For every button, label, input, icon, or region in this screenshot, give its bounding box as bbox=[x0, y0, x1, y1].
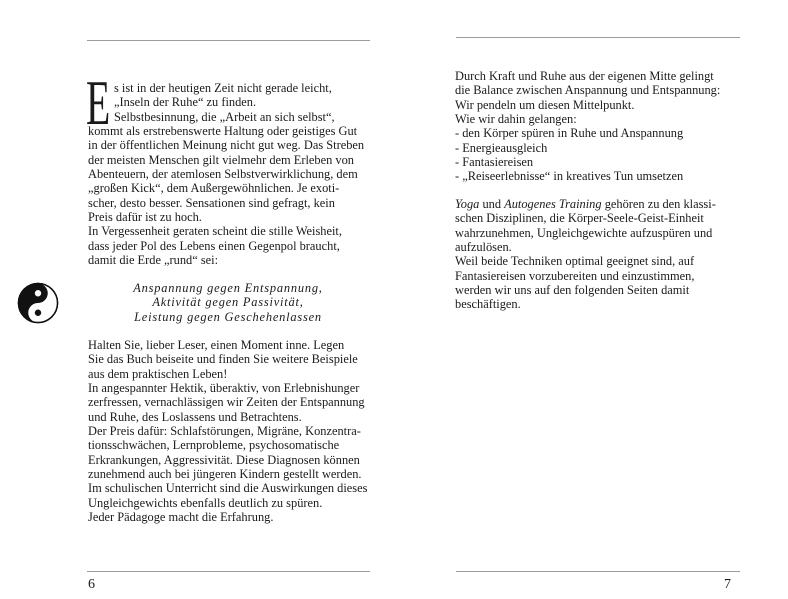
text-line: s ist in der heutigen Zeit nicht gerade leicht, bbox=[114, 81, 332, 95]
text-line: Der Preis dafür: Schlafstörungen, Migräne, Konzentra- bbox=[88, 424, 361, 439]
text-line: scher, desto besser. Sensationen sind gefragt, kein bbox=[88, 195, 335, 210]
text-line: Weil beide Techniken optimal geeignet sind, auf bbox=[455, 254, 695, 269]
quote-line: Anspannung gegen Entspannung, bbox=[133, 281, 323, 295]
text-line: zunehmend auch bei jüngeren Kindern gestellt werden. bbox=[88, 467, 362, 482]
list-item: - den Körper spüren in Ruhe und Anspannung bbox=[455, 126, 684, 141]
italic-term: Yoga bbox=[455, 197, 480, 211]
list-item: - „Reiseerlebnisse“ in kreatives Tun umsetzen bbox=[455, 169, 684, 184]
text-line: wahrzunehmen, Ungleichgewichte aufzuspüren und bbox=[455, 225, 713, 240]
page-number: 6 bbox=[88, 577, 95, 592]
list-item: - Energieausgleich bbox=[455, 140, 548, 155]
text-line: der meisten Menschen gilt vielmehr dem Erleben von bbox=[88, 152, 354, 167]
text-line: zerfressen, vernachlässigen wir Zeiten der Entspannung bbox=[88, 395, 365, 410]
right-page bbox=[394, 0, 788, 599]
text-line: werden wir uns auf den folgenden Seiten damit bbox=[455, 283, 690, 298]
text-line: die Balance zwischen Anspannung und Entspannung: bbox=[455, 83, 721, 98]
text-line: und Ruhe, des Loslassens und Betrachtens. bbox=[88, 409, 302, 424]
text-line: aufzulösen. bbox=[455, 240, 512, 255]
text-line bbox=[455, 197, 716, 211]
text-line: schen Disziplinen, die Körper-Seele-Geist-Einheit bbox=[455, 211, 704, 226]
text-fragment: gehören zu den klassi- bbox=[604, 197, 716, 211]
text-line: in der öffentlichen Meinung nicht gut weg. Das Streben bbox=[88, 138, 365, 153]
list-item: - Fantasiereisen bbox=[455, 155, 534, 170]
intro-paragraph bbox=[455, 69, 720, 184]
quote-line: Aktivität gegen Passivität, bbox=[152, 295, 304, 310]
text-line: In angespannter Hektik, überaktiv, von Erlebnishunger bbox=[88, 381, 360, 396]
text-line: Preis dafür ist zu hoch. bbox=[88, 210, 202, 225]
text-line: Wie wir dahin gelangen: bbox=[455, 112, 577, 127]
text-line: aus dem praktischen Leben! bbox=[88, 366, 228, 381]
text-line: Wir pendeln um diesen Mittelpunkt. bbox=[455, 97, 635, 112]
text-line: Im schulischen Unterricht sind die Auswirkungen dieses bbox=[88, 481, 368, 496]
text-line: In Vergessenheit geraten scheint die stille Weisheit, bbox=[88, 224, 342, 239]
bottom-rule bbox=[456, 571, 740, 572]
intro-paragraph bbox=[88, 81, 364, 267]
text-fragment: und bbox=[482, 197, 502, 211]
closing-paragraph bbox=[455, 197, 716, 312]
top-rule bbox=[456, 37, 740, 38]
top-rule bbox=[87, 40, 370, 41]
bottom-rule bbox=[87, 571, 370, 572]
text-line: kommt als erstrebenswerte Haltung oder geistiges Gut bbox=[88, 124, 358, 139]
yin-yang-icon bbox=[17, 282, 59, 324]
quote-block bbox=[88, 281, 368, 324]
quote-line: Leistung gegen Geschehenlassen bbox=[134, 309, 322, 324]
italic-term: Autogenes Training bbox=[504, 197, 602, 211]
text-line: Halten Sie, lieber Leser, einen Moment inne. Legen bbox=[88, 338, 345, 352]
text-line: Erkrankungen, Aggressivität. Diese Diagnosen können bbox=[88, 452, 360, 467]
text-line: Jeder Pädagoge macht die Erfahrung. bbox=[88, 510, 274, 525]
text-line: Fantasiereisen vorzubereiten und einzustimmen, bbox=[455, 268, 695, 283]
text-line: beschäftigen. bbox=[455, 297, 521, 312]
text-line: Durch Kraft und Ruhe aus der eigenen Mitte gelingt bbox=[455, 69, 714, 83]
text-line: Abenteuern, der atemlosen Selbstverwirklichung, dem bbox=[88, 167, 358, 182]
text-line: damit die Erde „rund“ sei: bbox=[88, 253, 219, 268]
page-number: 7 bbox=[724, 577, 731, 592]
text-line: „Inseln der Ruhe“ zu finden. bbox=[114, 95, 257, 110]
text-line: dass jeder Pol des Lebens einen Gegenpol braucht, bbox=[88, 238, 340, 253]
drop-cap: E bbox=[86, 67, 111, 138]
text-line: Sie das Buch beiseite und finden Sie weitere Beispiele bbox=[88, 352, 358, 367]
text-line: „großen Kick“, dem Außergewöhnlichen. Je exoti- bbox=[88, 181, 340, 196]
body-paragraph bbox=[88, 338, 367, 524]
text-line: Selbstbesinnung, die „Arbeit an sich selbst“, bbox=[114, 109, 335, 124]
text-line: Ungleichgewichts ebenfalls deutlich zu spüren. bbox=[88, 495, 323, 510]
text-line: tionsschwächen, Lernprobleme, psychosomatische bbox=[88, 438, 340, 453]
